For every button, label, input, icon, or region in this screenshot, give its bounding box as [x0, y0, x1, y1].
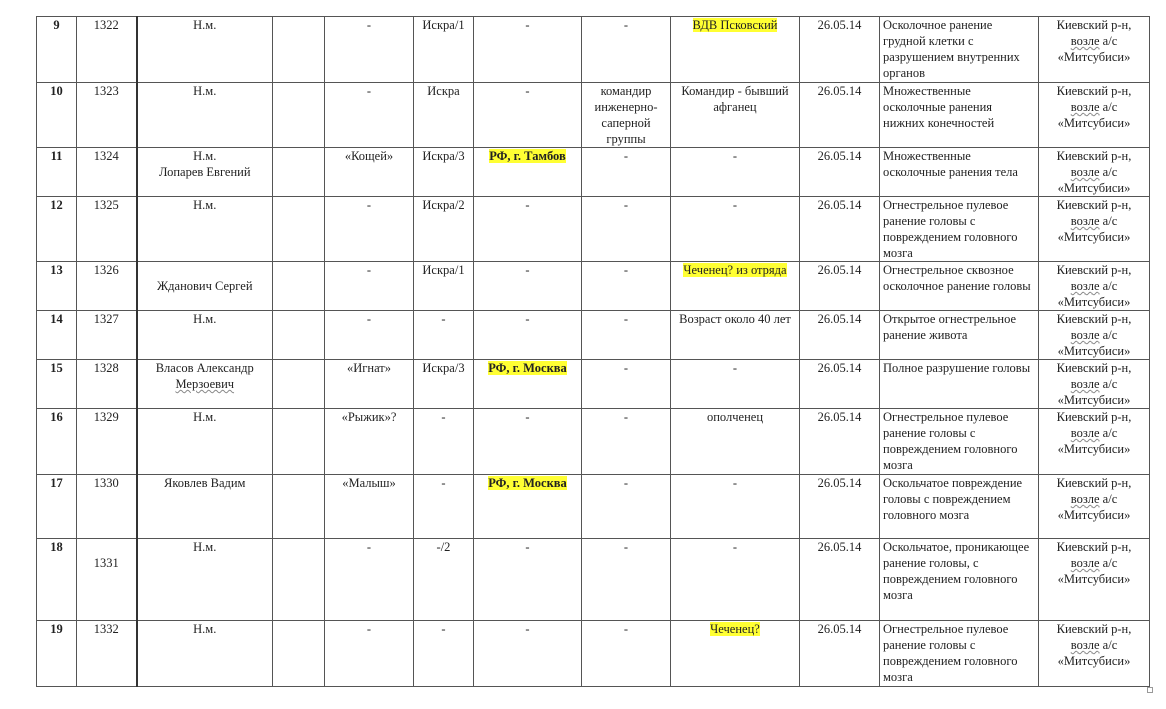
cell-unit: -/2 — [414, 539, 474, 621]
cell-place — [1039, 197, 1150, 262]
cell-place-pre: Киевский р-н, — [1056, 18, 1132, 32]
cell-place-pre: Киевский р-н, — [1056, 84, 1132, 98]
table-row — [37, 311, 1150, 360]
table-row — [37, 621, 1150, 687]
cell-empty — [273, 83, 325, 148]
cell-name-line1: Н.м. — [193, 84, 217, 98]
cell-note-text: Командир - бывший афганец — [681, 84, 789, 114]
cell-role: - — [582, 311, 671, 360]
cell-note-text: - — [732, 149, 738, 163]
cell-place-squiggle: возле — [1070, 328, 1100, 342]
cell-row-number: 13 — [37, 262, 77, 311]
cell-origin-text: - — [525, 198, 530, 212]
cell-origin — [474, 360, 582, 409]
cell-place-pre: Киевский р-н, — [1056, 149, 1132, 163]
cell-row-number: 10 — [37, 83, 77, 148]
cell-place-squiggle: возле — [1070, 165, 1100, 179]
cell-note — [671, 83, 800, 148]
cell-place — [1039, 83, 1150, 148]
cell-origin-text: - — [525, 410, 530, 424]
cell-note — [671, 197, 800, 262]
cell-callsign: - — [325, 262, 414, 311]
cell-origin — [474, 17, 582, 83]
cell-name — [137, 360, 273, 409]
cell-unit: Искра/2 — [414, 197, 474, 262]
cell-note — [671, 17, 800, 83]
cell-empty — [273, 148, 325, 197]
cell-empty — [273, 409, 325, 475]
cell-record-id: 1330 — [77, 475, 137, 539]
cell-note-text: - — [732, 540, 738, 554]
table-row — [37, 197, 1150, 262]
cell-origin — [474, 148, 582, 197]
cell-place-post: а/с «Митсубиси» — [1057, 214, 1131, 244]
cell-name-line1: Н.м. — [193, 18, 217, 32]
cell-place-pre: Киевский р-н, — [1056, 476, 1132, 490]
table-row — [37, 475, 1150, 539]
cell-origin-highlight: РФ, г. Тамбов — [489, 149, 566, 163]
cell-origin — [474, 83, 582, 148]
cell-note-text: - — [732, 198, 738, 212]
cell-callsign: «Малыш» — [325, 475, 414, 539]
cell-unit: - — [414, 409, 474, 475]
cell-origin — [474, 262, 582, 311]
cell-note-text: Возраст около 40 лет — [679, 312, 791, 326]
cell-role: - — [582, 409, 671, 475]
cell-name-line2: Лопарев Евгений — [158, 165, 251, 179]
cell-callsign: - — [325, 83, 414, 148]
cell-callsign: «Рыжик»? — [325, 409, 414, 475]
cell-place-pre: Киевский р-н, — [1056, 540, 1132, 554]
cell-injury: Огнестрельное пулевое ранение головы с повреждением головного мозга — [880, 197, 1039, 262]
cell-callsign: - — [325, 197, 414, 262]
casualty-table — [36, 16, 1150, 687]
cell-note — [671, 621, 800, 687]
table-row — [37, 360, 1150, 409]
cell-origin — [474, 197, 582, 262]
cell-place-squiggle: возле — [1070, 638, 1100, 652]
cell-date: 26.05.14 — [800, 409, 880, 475]
cell-row-number: 9 — [37, 17, 77, 83]
cell-name — [137, 621, 273, 687]
table-row — [37, 17, 1150, 83]
cell-note — [671, 475, 800, 539]
cell-injury: Множественные осколочные ранения нижних конечностей — [880, 83, 1039, 148]
cell-name — [137, 148, 273, 197]
cell-name — [137, 83, 273, 148]
cell-unit: Искра/1 — [414, 262, 474, 311]
cell-name — [137, 17, 273, 83]
cell-record-id: 1327 — [77, 311, 137, 360]
cell-record-id: 1329 — [77, 409, 137, 475]
table-resize-handle[interactable] — [1147, 687, 1153, 693]
table-row — [37, 148, 1150, 197]
cell-role: - — [582, 148, 671, 197]
cell-unit: Искра/3 — [414, 148, 474, 197]
cell-note-text: ополченец — [706, 410, 764, 424]
cell-callsign: - — [325, 311, 414, 360]
cell-place-pre: Киевский р-н, — [1056, 410, 1132, 424]
cell-name-line1: Власов Александр — [155, 361, 254, 375]
cell-place-pre: Киевский р-н, — [1056, 198, 1132, 212]
cell-origin-text: - — [525, 84, 530, 98]
cell-place — [1039, 17, 1150, 83]
cell-place-post: а/с «Митсубиси» — [1057, 100, 1131, 130]
cell-date: 26.05.14 — [800, 197, 880, 262]
cell-injury: Осколочное ранение грудной клетки с разрушением внутренних органов — [880, 17, 1039, 83]
cell-note-highlight: Чеченец? — [710, 622, 760, 636]
cell-origin — [474, 475, 582, 539]
cell-place-squiggle: возле — [1070, 492, 1100, 506]
cell-note — [671, 409, 800, 475]
cell-record-id: 1332 — [77, 621, 137, 687]
cell-unit: - — [414, 311, 474, 360]
cell-callsign: «Кощей» — [325, 148, 414, 197]
cell-injury: Огнестрельное пулевое ранение головы с повреждением головного мозга — [880, 621, 1039, 687]
cell-row-number: 17 — [37, 475, 77, 539]
table-row — [37, 83, 1150, 148]
cell-place — [1039, 262, 1150, 311]
cell-record-id: 1323 — [77, 83, 137, 148]
cell-injury: Множественные осколочные ранения тела — [880, 148, 1039, 197]
cell-unit: Искра/1 — [414, 17, 474, 83]
cell-place-post: а/с «Митсубиси» — [1057, 328, 1131, 358]
cell-callsign: «Игнат» — [325, 360, 414, 409]
cell-empty — [273, 360, 325, 409]
cell-place-post: а/с «Митсубиси» — [1057, 556, 1131, 586]
cell-date: 26.05.14 — [800, 475, 880, 539]
cell-place-post: а/с «Митсубиси» — [1057, 638, 1131, 668]
cell-place-squiggle: возле — [1070, 214, 1100, 228]
cell-place — [1039, 409, 1150, 475]
cell-callsign: - — [325, 539, 414, 621]
cell-origin-text: - — [525, 622, 530, 636]
cell-note-highlight: ВДВ Псковский — [692, 18, 778, 32]
cell-row-number: 18 — [37, 539, 77, 621]
cell-date: 26.05.14 — [800, 262, 880, 311]
cell-date: 26.05.14 — [800, 539, 880, 621]
cell-empty — [273, 475, 325, 539]
cell-role: - — [582, 539, 671, 621]
cell-row-number: 12 — [37, 197, 77, 262]
cell-row-number: 15 — [37, 360, 77, 409]
cell-row-number: 11 — [37, 148, 77, 197]
cell-name-line1: Н.м. — [193, 410, 217, 424]
cell-injury: Полное разрушение головы — [880, 360, 1039, 409]
cell-place-post: а/с «Митсубиси» — [1057, 165, 1131, 195]
cell-row-number: 19 — [37, 621, 77, 687]
table-row — [37, 539, 1150, 621]
cell-name-line1: Н.м. — [193, 149, 217, 163]
cell-place-post: а/с «Митсубиси» — [1057, 492, 1131, 522]
cell-row-number: 14 — [37, 311, 77, 360]
cell-empty — [273, 197, 325, 262]
cell-place-pre: Киевский р-н, — [1056, 622, 1132, 636]
cell-empty — [273, 262, 325, 311]
cell-origin-text: - — [525, 312, 530, 326]
cell-date: 26.05.14 — [800, 360, 880, 409]
cell-place-squiggle: возле — [1070, 34, 1100, 48]
cell-role: командир инженерно-саперной группы — [582, 83, 671, 148]
cell-name-line1: Н.м. — [193, 312, 217, 326]
cell-role: - — [582, 360, 671, 409]
cell-note — [671, 539, 800, 621]
cell-unit: Искра — [414, 83, 474, 148]
cell-place — [1039, 148, 1150, 197]
cell-place — [1039, 621, 1150, 687]
cell-name-line1: Н.м. — [193, 198, 217, 212]
cell-date: 26.05.14 — [800, 17, 880, 83]
cell-note-highlight: Чеченец? из отряда — [683, 263, 787, 277]
table-row — [37, 262, 1150, 311]
cell-origin-text: - — [525, 18, 530, 32]
cell-origin-highlight: РФ, г. Москва — [488, 361, 567, 375]
cell-empty — [273, 17, 325, 83]
cell-role: - — [582, 475, 671, 539]
cell-unit: - — [414, 475, 474, 539]
cell-record-id: 1328 — [77, 360, 137, 409]
cell-date: 26.05.14 — [800, 311, 880, 360]
cell-origin — [474, 539, 582, 621]
cell-place-pre: Киевский р-н, — [1056, 312, 1132, 326]
cell-date: 26.05.14 — [800, 83, 880, 148]
cell-name-line1: Яковлев Вадим — [164, 476, 246, 490]
cell-record-id: 1326 — [77, 262, 137, 311]
cell-origin-text: - — [525, 263, 530, 277]
cell-injury: Огнестрельное сквозное осколочное ранение головы — [880, 262, 1039, 311]
cell-empty — [273, 539, 325, 621]
cell-place-post: а/с «Митсубиси» — [1057, 377, 1131, 407]
cell-injury: Оскольчатое, проникающее ранение головы, с повреждением головного мозга — [880, 539, 1039, 621]
cell-injury: Огнестрельное пулевое ранение головы с повреждением головного мозга — [880, 409, 1039, 475]
cell-origin — [474, 311, 582, 360]
cell-place-squiggle: возле — [1070, 279, 1100, 293]
cell-place-pre: Киевский р-н, — [1056, 361, 1132, 375]
cell-place-post: а/с «Митсубиси» — [1057, 279, 1131, 309]
table-row — [37, 409, 1150, 475]
cell-note — [671, 262, 800, 311]
cell-empty — [273, 621, 325, 687]
cell-unit: - — [414, 621, 474, 687]
cell-place — [1039, 539, 1150, 621]
cell-note — [671, 148, 800, 197]
cell-place-post: а/с «Митсубиси» — [1057, 34, 1131, 64]
cell-place-post: а/с «Митсубиси» — [1057, 426, 1131, 456]
cell-date: 26.05.14 — [800, 621, 880, 687]
cell-note-text: - — [732, 476, 738, 490]
cell-role: - — [582, 262, 671, 311]
cell-row-number: 16 — [37, 409, 77, 475]
cell-place — [1039, 475, 1150, 539]
cell-record-id: 1324 — [77, 148, 137, 197]
cell-place — [1039, 311, 1150, 360]
cell-place — [1039, 360, 1150, 409]
cell-empty — [273, 311, 325, 360]
cell-note — [671, 311, 800, 360]
cell-place-pre: Киевский р-н, — [1056, 263, 1132, 277]
cell-note — [671, 360, 800, 409]
cell-role: - — [582, 621, 671, 687]
cell-name-line2: Жданович Сергей — [156, 279, 253, 293]
cell-place-squiggle: возле — [1070, 100, 1100, 114]
cell-role: - — [582, 197, 671, 262]
cell-injury: Оскольчатое повреждение головы с повреждением головного мозга — [880, 475, 1039, 539]
cell-injury: Открытое огнестрельное ранение живота — [880, 311, 1039, 360]
cell-name — [137, 409, 273, 475]
cell-record-id: 1325 — [77, 197, 137, 262]
cell-name — [137, 262, 273, 311]
cell-origin — [474, 621, 582, 687]
cell-role: - — [582, 17, 671, 83]
cell-record-id: 1331 — [77, 539, 137, 621]
cell-note-text: - — [732, 361, 738, 375]
cell-origin — [474, 409, 582, 475]
cell-place-squiggle: возле — [1070, 556, 1100, 570]
cell-unit: Искра/3 — [414, 360, 474, 409]
cell-name — [137, 311, 273, 360]
cell-name-line1: Н.м. — [193, 540, 217, 554]
cell-callsign: - — [325, 17, 414, 83]
cell-origin-text: - — [525, 540, 530, 554]
cell-name-line2: Мерзоевич — [175, 377, 235, 391]
cell-name — [137, 539, 273, 621]
cell-date: 26.05.14 — [800, 148, 880, 197]
cell-place-squiggle: возле — [1070, 377, 1100, 391]
cell-name — [137, 475, 273, 539]
cell-callsign: - — [325, 621, 414, 687]
cell-name — [137, 197, 273, 262]
cell-place-squiggle: возле — [1070, 426, 1100, 440]
cell-name-line1: Н.м. — [193, 622, 217, 636]
cell-record-id: 1322 — [77, 17, 137, 83]
cell-origin-highlight: РФ, г. Москва — [488, 476, 567, 490]
